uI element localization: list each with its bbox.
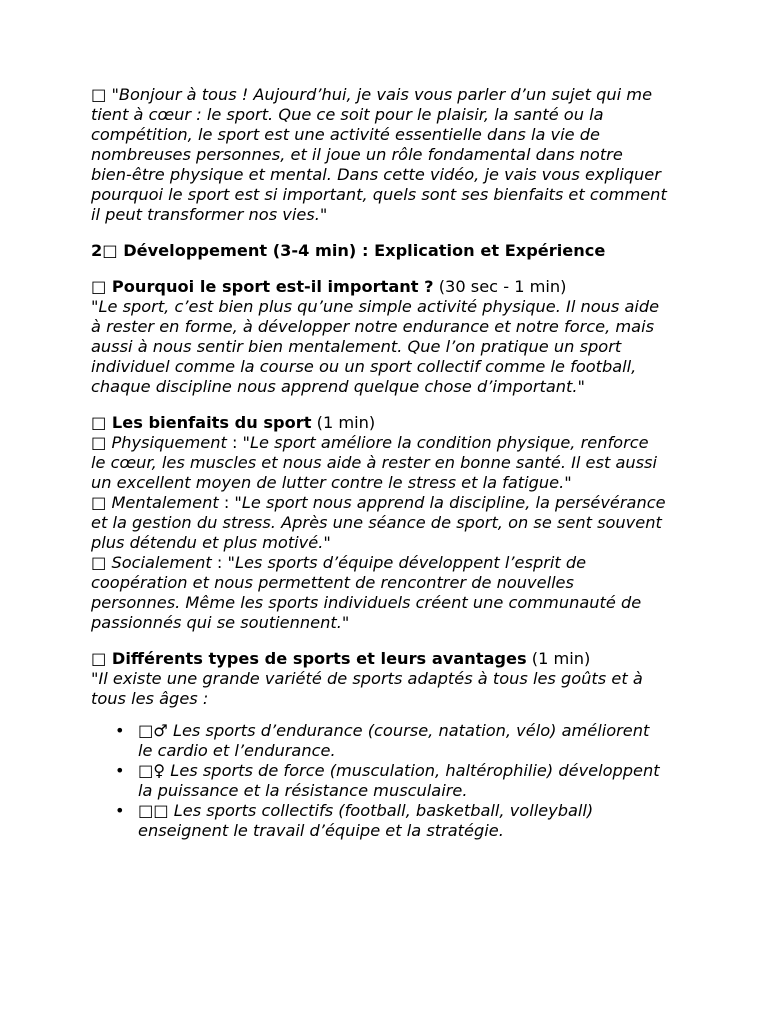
section-heading [91,241,668,261]
intro-text: "Bonjour à tous ! Aujourd’hui, je vais vous parler d’un sujet qui me tient à cœur : le sport. Que ce soit pour le plaisir, la santé ou la compétition, le sport est une activité essentielle dans la vie de nombreuses personnes, et il joue un rôle fondamental dans notre bien-être physique et mental. Dans cette vidéo, je vais vous expliquer pourquoi le sport est si important, quels sont ses bienfaits et comment il peut transformer nos vies." [91,85,667,224]
mental-text: Le sport nous apprend la discipline, la persévérance et la gestion du stress. Après une séance de sport, on se sent souvent plus détendu et plus motivé. [91,493,666,552]
emoji-placeholder-icon: □ [91,277,107,296]
why-duration: (30 sec - 1 min) [433,277,567,296]
weightlifter-emoji-icon: □♀ [138,761,166,780]
social-label: Socialement [106,553,212,572]
list-item-text: Les sports collectifs (football, basketball, volleyball) enseignent le travail d’équipe et la stratégie. [138,801,594,840]
why-quote-end: " [577,377,585,396]
types-duration: (1 min) [526,649,591,668]
section-number: 2 [91,241,103,260]
types-intro: "Il existe une grande variété de sports adaptés à tous les goûts et à tous les âges : [91,669,643,708]
emoji-placeholder-icon: □ [91,413,107,432]
mental-end: " [323,533,331,552]
list-item [115,801,668,841]
physical-end: " [564,473,572,492]
emoji-placeholder-icon: □ [91,649,107,668]
sports-list [91,721,668,841]
why-heading: Pourquoi le sport est-il important ? [106,277,434,296]
social-text: Les sports d’équipe développent l’esprit de coopération et nous permettent de rencontrer de nouvelles personnes. Même les sports individuels créent une communauté de passionnés qui se soutiennent. [91,553,642,632]
list-item-text: Les sports de force (musculation, haltérophilie) développent la puissance et la résistance musculaire. [138,761,660,800]
section-title: Développement (3-4 min) : Explication et Expérience [117,241,606,260]
mental-sep: : " [218,493,242,512]
team-sports-emoji-icon: □□ [138,801,169,820]
list-item [115,721,668,761]
emoji-placeholder-icon: □ [91,433,107,452]
benefits-duration: (1 min) [311,413,376,432]
social-end: " [341,613,350,632]
bullet-icon: • [115,761,125,780]
benefits-paragraph [91,413,668,633]
emoji-placeholder-icon: □ [91,553,107,572]
bullet-icon: • [115,801,125,820]
list-item [115,761,668,801]
runner-emoji-icon: □♂ [138,721,168,740]
physical-sep: : " [226,433,251,452]
physical-label: Physiquement [106,433,227,452]
keycap-placeholder-icon: □ [102,241,118,260]
bullet-icon: • [115,721,125,740]
physical-text: Le sport améliore la condition physique, renforce le cœur, les muscles et nous aide à rester en bonne santé. Il est aussi un excellent moyen de lutter contre le stress et la fatigue. [91,433,657,492]
emoji-placeholder-icon: □ [91,493,107,512]
list-item-text: Les sports d’endurance (course, natation, vélo) améliorent le cardio et l’endurance. [138,721,650,760]
why-quote: "Le sport, c’est bien plus qu’une simple activité physique. Il nous aide à rester en forme, à développer notre endurance et notre force, mais aussi à nous sentir bien mentalement. Que l’on pratique un sport individuel comme la course ou un sport collectif comme le football, chaque discipline nous apprend quelque chose d’important. [91,297,660,396]
why-paragraph [91,277,668,397]
types-heading: Différents types de sports et leurs avantages [106,649,527,668]
emoji-placeholder-icon: □ [91,85,107,104]
social-sep: : " [211,553,235,572]
mental-label: Mentalement [106,493,219,512]
types-section [91,649,668,841]
benefits-heading: Les bienfaits du sport [106,413,312,432]
intro-paragraph [91,85,668,225]
